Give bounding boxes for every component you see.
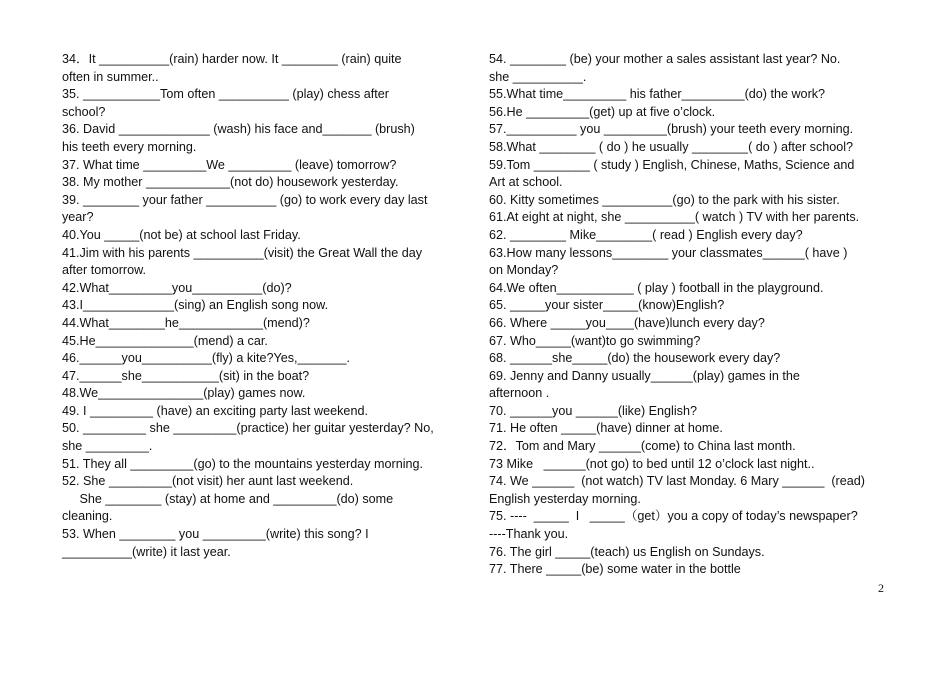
exercise-line: 38. My mother ____________(not do) housework yesterday. bbox=[62, 175, 399, 190]
exercise-line: ----Thank you. bbox=[489, 527, 569, 542]
exercise-line: afternoon . bbox=[489, 386, 550, 401]
exercise-line: 48.We_______________(play) games now. bbox=[62, 386, 306, 401]
exercise-line: 77. There _____(be) some water in the bottle bbox=[489, 562, 741, 577]
exercise-line: 69. Jenny and Danny usually______(play) games in the bbox=[489, 368, 800, 383]
exercise-line: 72．Tom and Mary ______(come) to China last month. bbox=[489, 439, 796, 454]
exercise-line: she __________. bbox=[489, 69, 587, 84]
exercise-line: 39. ________ your father __________ (go) to work every day last bbox=[62, 192, 428, 207]
exercise-line: 70. ______you ______(like) English? bbox=[489, 403, 697, 418]
exercise-line: 58.What ________ ( do ) he usually ________( do ) after school? bbox=[489, 139, 854, 154]
exercise-line: 68. ______she_____(do) the housework every day? bbox=[489, 351, 781, 366]
exercise-line: on Monday? bbox=[489, 263, 559, 278]
exercise-line: 49. I _________ (have) an exciting party last weekend. bbox=[62, 403, 368, 418]
exercise-line: 65. _____your sister_____(know)English? bbox=[489, 298, 725, 313]
exercise-line: 75. ---- _____ I _____（get）you a copy of today’s newspaper? bbox=[489, 509, 858, 524]
exercise-line: 36. David _____________ (wash) his face and_______ (brush) bbox=[62, 122, 415, 137]
exercise-line: English yesterday morning. bbox=[489, 491, 641, 506]
exercise-line: 64.We often___________ ( play ) football in the playground. bbox=[489, 280, 824, 295]
exercise-line: cleaning. bbox=[62, 509, 113, 524]
exercise-line: She ________ (stay) at home and _________(do) some bbox=[62, 491, 394, 506]
exercise-line: 59.Tom ________ ( study ) English, Chinese, Maths, Science and bbox=[489, 157, 855, 172]
right-exercise-column bbox=[489, 51, 897, 579]
exercise-line: school? bbox=[62, 104, 106, 119]
exercise-line: Art at school. bbox=[489, 175, 563, 190]
exercise-line: 41.Jim with his parents __________(visit) the Great Wall the day bbox=[62, 245, 423, 260]
exercise-line: 34．It __________(rain) harder now. It ________ (rain) quite bbox=[62, 52, 402, 66]
exercise-line: 73 Mike ______(not go) to bed until 12 o’clock last night.. bbox=[489, 456, 815, 471]
exercise-line: 51. They all _________(go) to the mountains yesterday morning. bbox=[62, 456, 424, 471]
page-number: 2 bbox=[878, 581, 884, 595]
exercise-line: 66. Where _____you____(have)lunch every day? bbox=[489, 315, 765, 330]
exercise-line: 35. ___________Tom often __________ (play) chess after bbox=[62, 87, 389, 102]
exercise-line: 54. ________ (be) your mother a sales assistant last year? No. bbox=[489, 52, 841, 66]
exercise-line: 62. ________ Mike________( read ) English every day? bbox=[489, 227, 803, 242]
exercise-line: 71. He often _____(have) dinner at home. bbox=[489, 421, 723, 436]
exercise-line: 56.He _________(get) up at five o’clock. bbox=[489, 104, 716, 119]
exercise-line: 37. What time _________We _________ (leave) tomorrow? bbox=[62, 157, 397, 172]
exercise-line: 47.______she___________(sit) in the boat? bbox=[62, 368, 310, 383]
exercise-line: year? bbox=[62, 210, 94, 225]
exercise-line: 52. She _________(not visit) her aunt last weekend. bbox=[62, 474, 354, 489]
exercise-line: 63.How many lessons________ your classmates______( have ) bbox=[489, 245, 848, 260]
left-exercise-column bbox=[62, 51, 472, 561]
exercise-line: his teeth every morning. bbox=[62, 139, 197, 154]
exercise-line: 57.__________ you _________(brush) your teeth every morning. bbox=[489, 122, 854, 137]
exercise-line: she _________. bbox=[62, 439, 153, 454]
exercise-line: 50. _________ she _________(practice) her guitar yesterday? No, bbox=[62, 421, 434, 436]
exercise-line: 46.______you__________(fly) a kite?Yes,_______. bbox=[62, 351, 351, 366]
exercise-line: 67. Who_____(want)to go swimming? bbox=[489, 333, 701, 348]
exercise-line: 53. When ________ you _________(write) this song? I bbox=[62, 527, 369, 542]
exercise-line: 43.I_____________(sing) an English song now. bbox=[62, 298, 329, 313]
exercise-line: 45.He______________(mend) a car. bbox=[62, 333, 268, 348]
exercise-line: 60. Kitty sometimes __________(go) to the park with his sister. bbox=[489, 192, 840, 207]
exercise-line: 61.At eight at night, she __________( watch ) TV with her parents. bbox=[489, 210, 860, 225]
exercise-line: 40.You _____(not be) at school last Friday. bbox=[62, 227, 301, 242]
exercise-line: 74. We ______ (not watch) TV last Monday. 6 Mary ______ (read) bbox=[489, 474, 865, 489]
exercise-line: 42.What_________you__________(do)? bbox=[62, 280, 292, 295]
exercise-line: often in summer.. bbox=[62, 69, 159, 84]
exercise-line: __________(write) it last year. bbox=[62, 544, 231, 559]
exercise-line: 44.What________he____________(mend)? bbox=[62, 315, 310, 330]
exercise-line: 55.What time_________ his father_________(do) the work? bbox=[489, 87, 826, 102]
exercise-line: 76. The girl _____(teach) us English on Sundays. bbox=[489, 544, 765, 559]
exercise-line: after tomorrow. bbox=[62, 263, 146, 278]
